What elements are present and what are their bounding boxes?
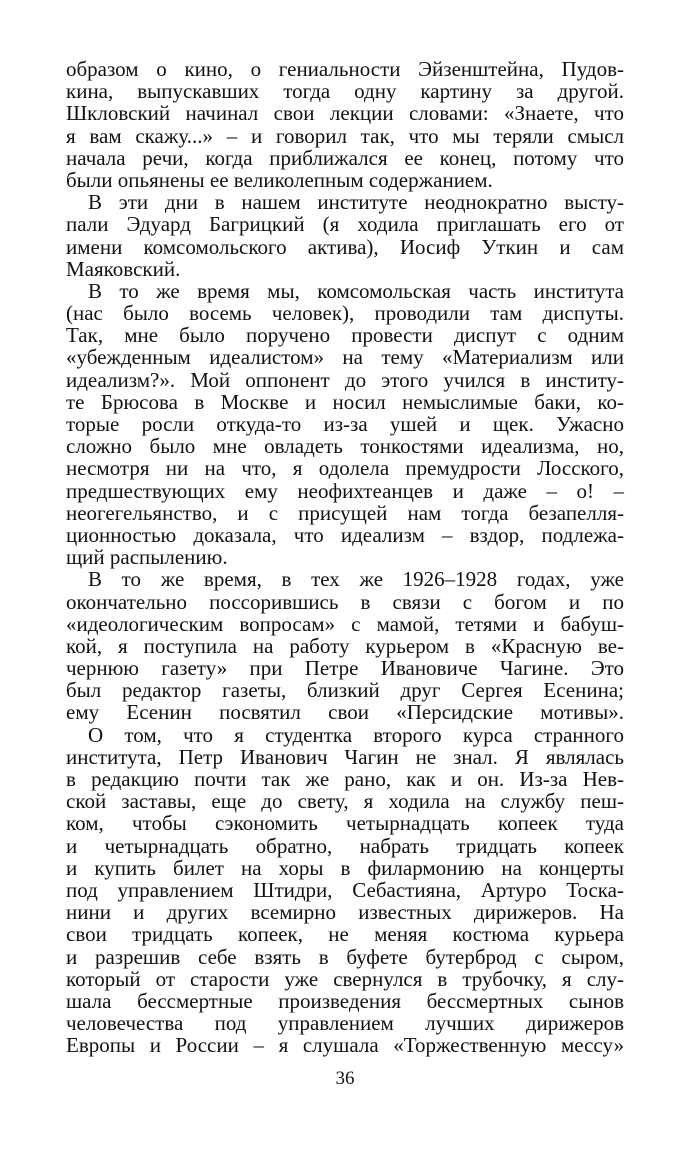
text-line: ционностью доказала, что идеализм – вздор, подлежа- (66, 522, 624, 547)
text-line: и разрешив себе взять в буфете бутерброд с сыром, (66, 944, 624, 969)
text-line: несмотря ни на что, я одолела премудрости Лосского, (66, 456, 624, 481)
page-text (66, 58, 624, 1056)
text-line: В то же время мы, комсомольская часть института (88, 278, 624, 303)
text-line: начала речи, когда приближался ее конец, потому что (66, 145, 624, 170)
text-line: в редакцию почти так же рано, как и он. Из-за Нев- (66, 767, 624, 791)
text-line: (нас было восемь человек), проводили там диспуты. (66, 301, 624, 326)
text-line: нини и других всемирно известных дирижеров. На (66, 900, 624, 925)
text-line: под управлением Штидри, Себастияна, Артуро Тоска- (66, 877, 624, 902)
paragraph (66, 724, 624, 1057)
paragraph (66, 280, 624, 568)
text-line: ему Есенин посвятил свои «Персидские мотивы». (66, 700, 624, 725)
text-line: Маяковский. (66, 256, 181, 281)
text-line: В то же время, в тех же 1926–1928 годах, уже (88, 567, 624, 592)
text-line: ской заставы, еще до свету, я ходила на службу пеш- (66, 789, 624, 814)
text-line: чернюю газету» при Петре Ивановиче Чагине. Это (66, 656, 624, 681)
text-line: неогегельянство, и с присущей нам тогда безапелля- (66, 500, 624, 525)
text-line: института, Петр Иванович Чагин не знал. Я являлась (66, 744, 624, 769)
text-line: кина, выпускавших тогда одну картину за другой. (66, 79, 624, 104)
paragraph (66, 58, 624, 191)
paragraph (66, 568, 624, 723)
text-line: О том, что я студентка второго курса странного (88, 722, 624, 747)
text-line: имени комсомольского актива), Иосиф Уткин и сам (66, 234, 624, 259)
text-line: окончательно поссорившись в связи с богом и по (66, 589, 624, 614)
text-line: и купить билет на хоры в филармонию на концерты (66, 855, 624, 880)
text-line: Так, мне было поручено провести диспут с одним (66, 323, 624, 348)
text-line: пали Эдуард Багрицкий (я ходила приглашать его от (66, 212, 624, 237)
text-line: был редактор газеты, близкий друг Сергея Есенина; (66, 678, 624, 703)
text-line: и четырнадцать обратно, набрать тридцать копеек (66, 833, 624, 858)
text-line: щий распылению. (66, 545, 228, 570)
text-line: шала бессмертные произведения бессмертных сынов (66, 988, 624, 1013)
text-line: образом о кино, о гениальности Эйзенштейна, Пудов- (66, 57, 624, 81)
text-line: кой, я поступила на работу курьером в «Красную ве- (66, 633, 624, 658)
text-line: «убежденным идеалистом» на тему «Материализм или (66, 345, 624, 370)
text-line: который от старости уже свернулся в трубочку, я слу- (66, 966, 624, 991)
text-line: «идеологическим вопросам» с мамой, тетями и бабуш- (66, 611, 624, 636)
text-line: Европы и России – я слушала «Торжественную мессу» (66, 1033, 624, 1058)
text-line: я вам скажу...» – и говорил так, что мы теряли смысл (66, 123, 624, 148)
text-line: В эти дни в нашем институте неоднократно высту- (88, 190, 624, 215)
text-line: торые росли откуда-то из-за ушей и щек. Ужасно (66, 412, 624, 436)
page-number: 36 (335, 1068, 355, 1089)
text-line: ком, чтобы сэкономить четырнадцать копеек туда (66, 811, 624, 836)
text-line: свои тридцать копеек, не меняя костюма курьера (66, 922, 624, 947)
text-line: идеализм?». Мой оппонент до этого учился в институ- (66, 367, 624, 392)
text-line: человечества под управлением лучших дирижеров (66, 1011, 624, 1036)
text-line: Шкловский начинал свои лекции словами: «Знаете, что (66, 101, 624, 126)
text-line: предшествующих ему неофихтеанцев и даже – о! – (66, 478, 624, 503)
text-line: были опьянены ее великолепным содержанием. (66, 167, 493, 192)
text-line: сложно было мне овладеть тонкостями идеализма, но, (66, 434, 624, 459)
paragraph (66, 191, 624, 280)
text-line: те Брюсова в Москве и носил немыслимые баки, ко- (66, 389, 624, 414)
